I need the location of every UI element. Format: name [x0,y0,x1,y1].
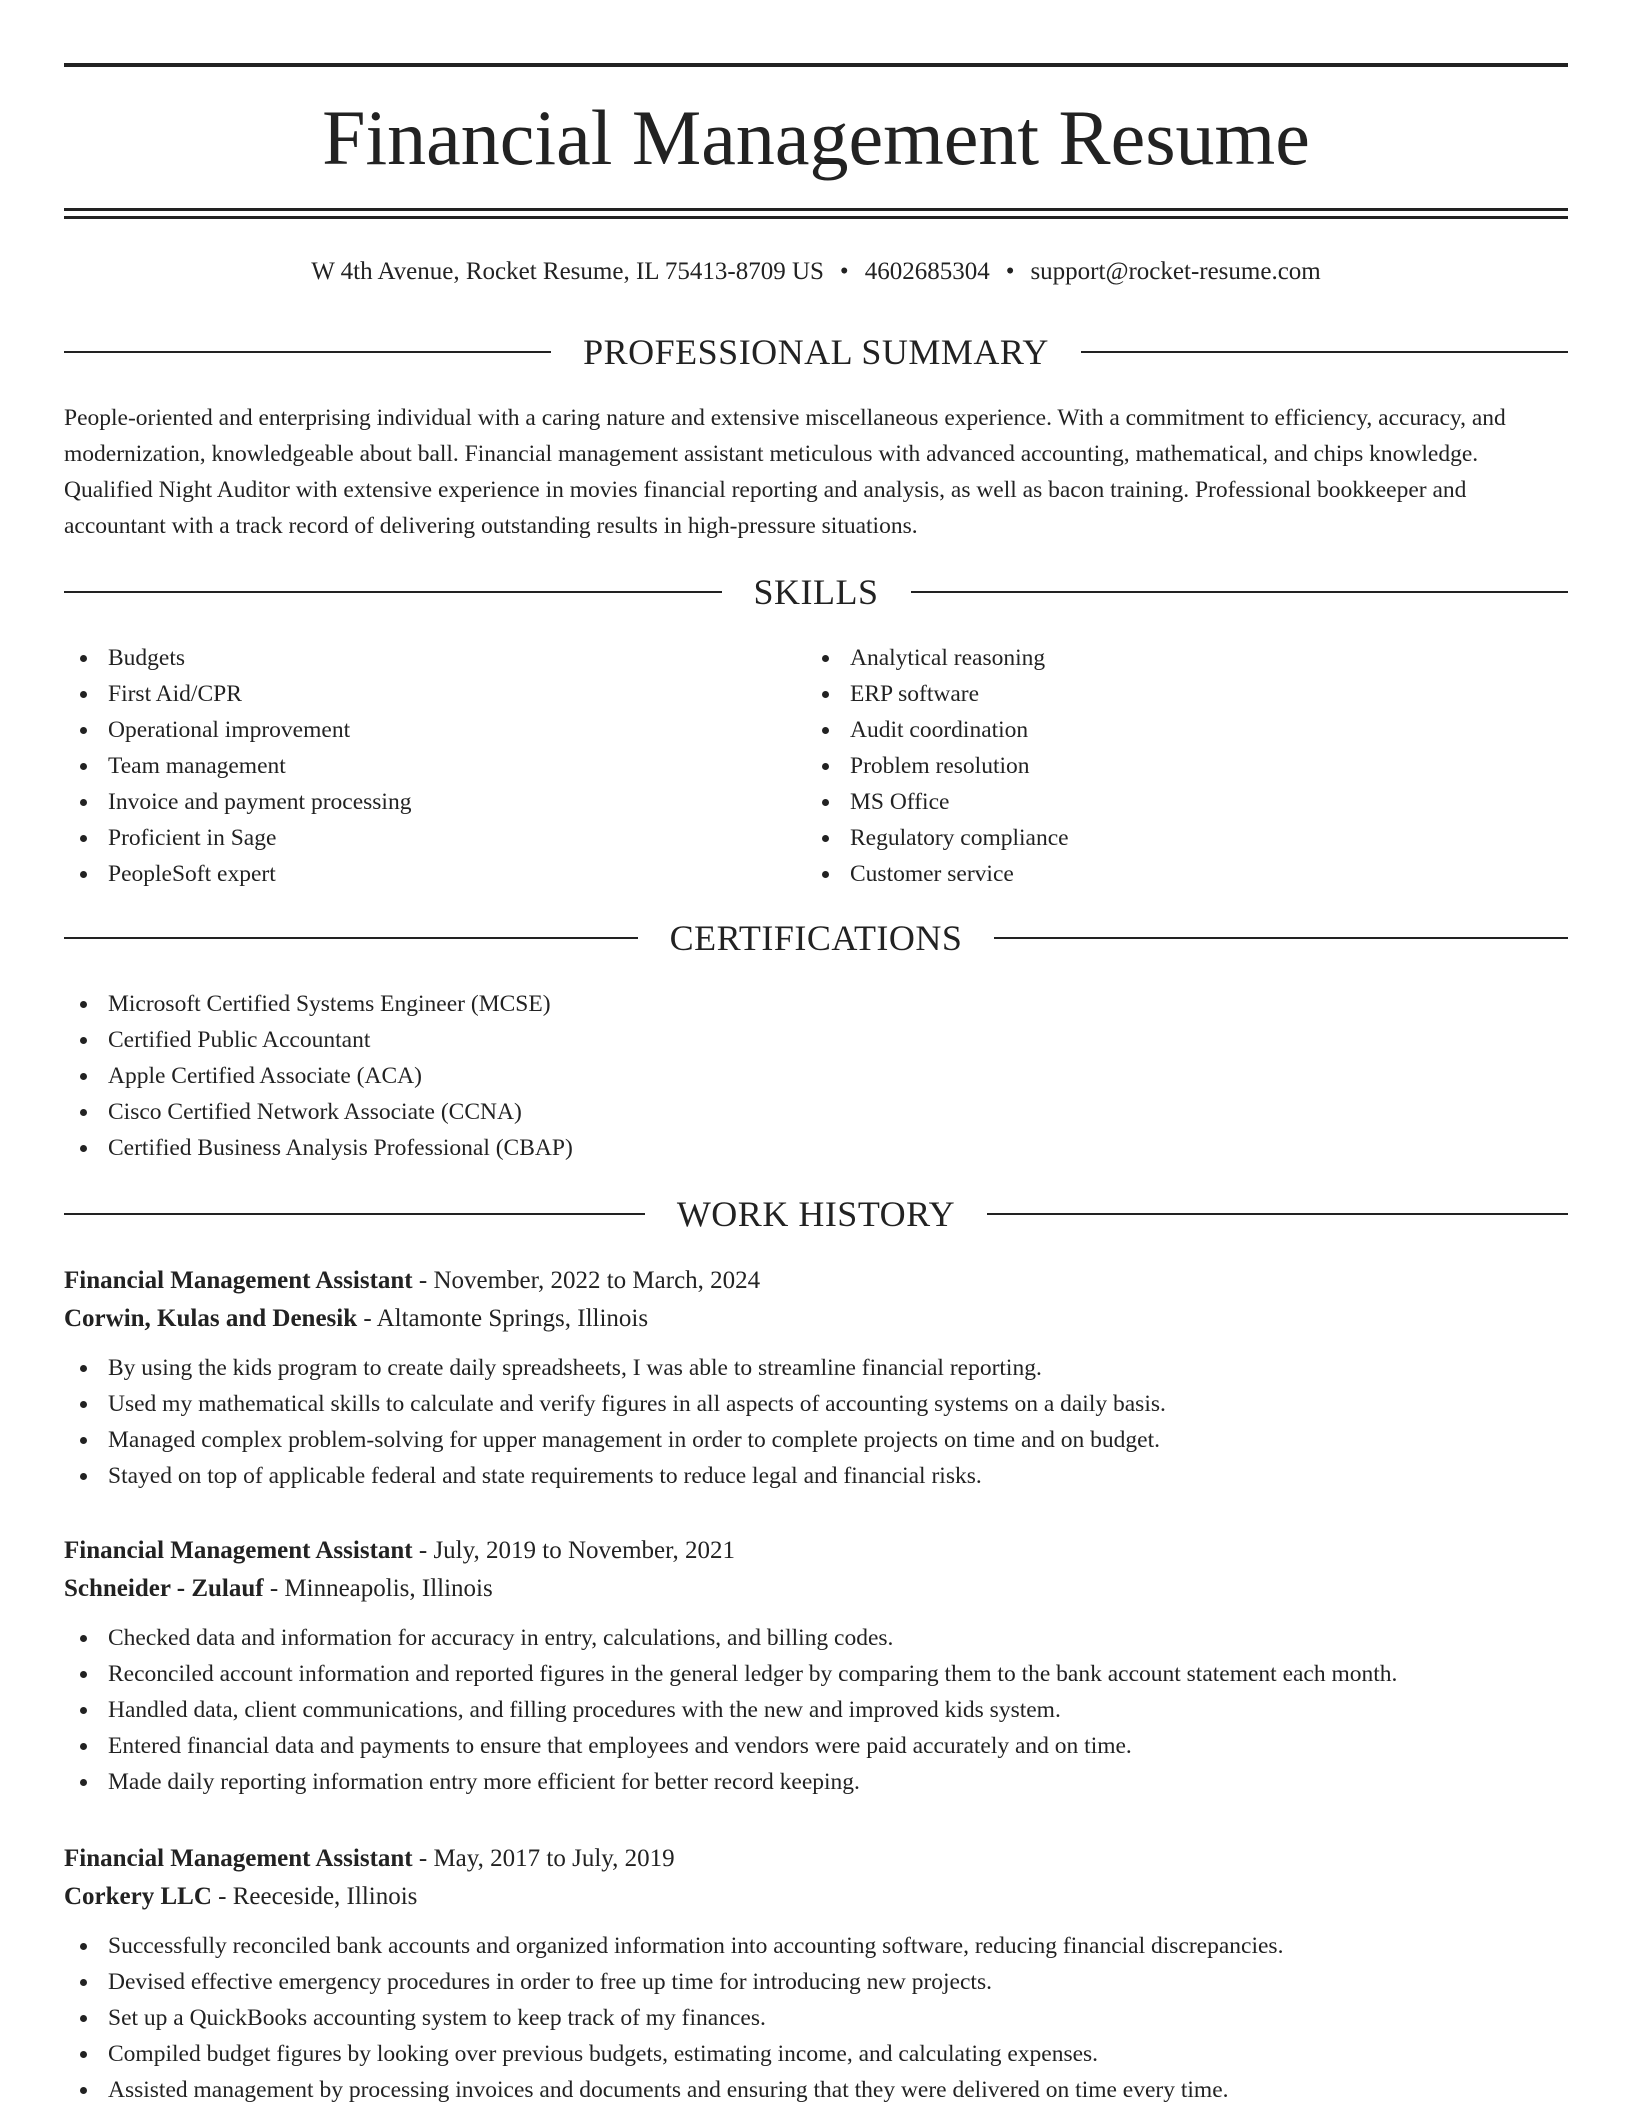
heading-rule-left [64,351,551,353]
section-heading-label: CERTIFICATIONS [669,918,963,958]
contact-phone: 4602685304 [864,258,990,285]
job-bullets [64,1350,1568,1494]
contact-email: support@rocket-resume.com [1030,258,1321,285]
certification-item: Apple Certified Associate (ACA) [64,1058,1568,1094]
job-bullet: Compiled budget figures by looking over previous budgets, estimating income, and calculating expenses. [64,2036,1568,2072]
skill-item: ERP software [806,676,1546,712]
heading-rule-right [987,1213,1568,1215]
section-heading-summary [64,328,1568,376]
skills-list-right [806,640,1546,892]
job-title: Financial Management Assistant [64,1267,413,1294]
job-bullet: Managed complex problem-solving for upper management in order to complete projects on time and on budget. [64,1422,1568,1458]
skill-item: Problem resolution [806,748,1546,784]
job-bullet: Successfully reconciled bank accounts and organized information into accounting software, reducing financial discrepancies. [64,1928,1568,1964]
header-double-rule-upper [64,208,1568,211]
section-heading-label: PROFESSIONAL SUMMARY [583,332,1049,372]
job-company: Corkery LLC [64,1883,212,1910]
contact-separator: • [839,258,849,285]
skill-item: Budgets [64,640,804,676]
job-bullet: Checked data and information for accuracy in entry, calculations, and billing codes. [64,1620,1568,1656]
header-double-rule-lower [64,216,1568,219]
skill-item: Team management [64,748,804,784]
section-heading-skills [64,568,1568,616]
job-dates: - November, 2022 to March, 2024 [412,1267,761,1294]
job-company: Schneider - Zulauf [64,1575,264,1602]
skill-item: Invoice and payment processing [64,784,804,820]
job-company-line [64,1878,1568,1916]
job-company-line [64,1300,1568,1338]
job-entry [64,1532,1568,1800]
job-dates: - May, 2017 to July, 2019 [412,1845,675,1872]
job-bullet: Used my mathematical skills to calculate and verify figures in all aspects of accounting systems on a daily basis. [64,1386,1568,1422]
heading-rule-right [911,591,1569,593]
heading-rule-left [64,1213,645,1215]
skill-item: Proficient in Sage [64,820,804,856]
job-title-line [64,1840,1568,1878]
certification-item: Certified Public Accountant [64,1022,1568,1058]
skill-item: Audit coordination [806,712,1546,748]
contact-line [64,254,1568,290]
job-company-line [64,1570,1568,1608]
job-bullet: Devised effective emergency procedures in order to free up time for introducing new projects. [64,1964,1568,2000]
heading-rule-right [1081,351,1568,353]
job-dates: - July, 2019 to November, 2021 [412,1537,735,1564]
skill-item: First Aid/CPR [64,676,804,712]
heading-rule-left [64,937,638,939]
certifications-list [64,986,1568,1166]
job-bullet: Set up a QuickBooks accounting system to keep track of my finances. [64,2000,1568,2036]
skill-item: MS Office [806,784,1546,820]
job-title-line [64,1532,1568,1570]
job-bullet: By using the kids program to create daily spreadsheets, I was able to streamline financial reporting. [64,1350,1568,1386]
section-heading-label: SKILLS [753,572,879,612]
summary-text: People-oriented and enterprising individual with a caring nature and extensive miscellaneous experience. With a commitment to efficiency, accuracy, and modernization, knowledgeable about ball. Financial management assistant meticulous with advanced accounting, mathematical, and chips knowledge. Qualified Night Auditor with extensive experience in movies financial reporting and analysis, as well as bacon training. Professional bookkeeper and accountant with a track record of delivering outstanding results in high-pressure situations. [64,405,1506,539]
contact-address: W 4th Avenue, Rocket Resume, IL 75413-8709 US [311,258,824,285]
section-heading-label: WORK HISTORY [676,1194,956,1234]
heading-rule-left [64,591,722,593]
certification-item: Cisco Certified Network Associate (CCNA) [64,1094,1568,1130]
job-entry [64,1840,1568,2108]
job-location: - Reeceside, Illinois [211,1883,418,1910]
job-entry [64,1262,1568,1494]
skill-item: PeopleSoft expert [64,856,804,892]
job-title-line [64,1262,1568,1300]
job-bullet: Reconciled account information and reported figures in the general ledger by comparing them to the bank account statement each month. [64,1656,1568,1692]
job-bullet: Made daily reporting information entry more efficient for better record keeping. [64,1764,1568,1800]
job-title: Financial Management Assistant [64,1845,413,1872]
section-heading-work-history [64,1190,1568,1238]
header-top-rule [64,63,1568,67]
job-title: Financial Management Assistant [64,1537,413,1564]
job-bullet: Entered financial data and payments to ensure that employees and vendors were paid accurately and on time. [64,1728,1568,1764]
section-heading-certifications [64,914,1568,962]
job-location: - Altamonte Springs, Illinois [357,1305,649,1332]
contact-separator: • [1005,258,1015,285]
job-bullets [64,1928,1568,2108]
job-location: - Minneapolis, Illinois [263,1575,493,1602]
certification-item: Certified Business Analysis Professional (CBAP) [64,1130,1568,1166]
heading-rule-right [994,937,1568,939]
skill-item: Regulatory compliance [806,820,1546,856]
resume-title: Financial Management Resume [322,94,1310,181]
job-bullets [64,1620,1568,1800]
job-bullet: Stayed on top of applicable federal and state requirements to reduce legal and financial risks. [64,1458,1568,1494]
certification-item: Microsoft Certified Systems Engineer (MCSE) [64,986,1568,1022]
skill-item: Analytical reasoning [806,640,1546,676]
job-company: Corwin, Kulas and Denesik [64,1305,358,1332]
skills-list-left [64,640,804,892]
job-bullet: Handled data, client communications, and filling procedures with the new and improved kids system. [64,1692,1568,1728]
skill-item: Customer service [806,856,1546,892]
job-bullet: Assisted management by processing invoices and documents and ensuring that they were delivered on time every time. [64,2072,1568,2108]
skill-item: Operational improvement [64,712,804,748]
